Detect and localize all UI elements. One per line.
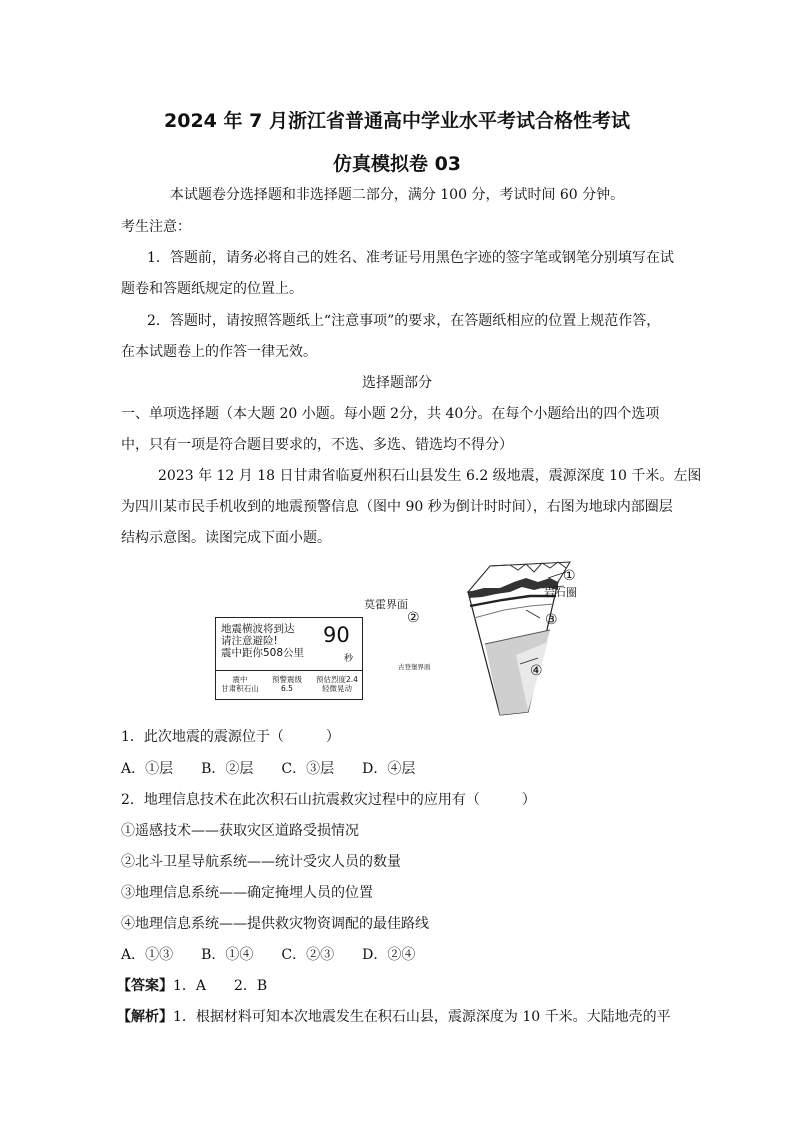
notice-heading: 考生注意： [121,219,191,235]
material-text-3: 结构示意图。读图完成下面小题。 [121,530,331,546]
alert-countdown: 90 [323,623,350,647]
alert-intensity [312,675,362,693]
alert-magnitude-value: 6.5 [281,684,293,693]
figure-area [200,560,600,725]
material-text: 2023 年 12 月 18 日甘肃省临夏州积石山县发生 6.2 级地震，震源深度 10 千米。左图 [158,468,702,484]
exam-subtitle: 仿真模拟卷 03 [332,153,462,175]
answer-line [117,977,267,995]
statement-2: ②北斗卫星导航系统——统计受灾人员的数量 [121,854,401,870]
layer-marker-3: ③ [545,612,558,628]
question-2-options: A．①③ B．①④ C．②③ D．②④ [121,947,416,963]
notice-item-1: 1．答题前，请务必将自己的姓名、准考证号用黑色字迹的签字笔或钢笔分别填写在试 [147,250,674,266]
alert-line-2: 请注意避险! [221,635,278,647]
question-1-options: A．①层 B．②层 C．③层 D．④层 [121,761,416,777]
alert-line-3: 震中距你508公里 [221,647,305,659]
layer-marker-4: ④ [530,663,543,679]
notice-item-1-cont: 题卷和答题纸规定的位置上。 [121,281,303,297]
question-2-stem: 2．地理信息技术在此次积石山抗震救灾过程中的应用有（ ） [121,792,536,808]
alert-epicenter-value: 甘肃积石山 [221,684,259,693]
statement-4: ④地理信息系统——提供救灾物资调配的最佳路线 [121,916,429,932]
analysis-text: 1．根据材料可知本次地震发生在积石山县，震源深度为 10 千米。大陆地壳的平 [173,1009,671,1025]
label-moho: 莫霍界面 [364,598,408,611]
intro-text: 本试题卷分选择题和非选择题二部分，满分 100 分，考试时间 60 分钟。 [169,187,625,203]
section-title: 选择题部分 [362,375,432,391]
alert-line-1: 地震横波将到达 [221,623,295,635]
statement-1: ①遥感技术——获取灾区道路受损情况 [121,823,359,839]
alert-magnitude-label: 预警震级 [272,675,302,684]
part1-instructions: 一、单项选择题（本大题 20 小题。每小题 2分，共 40分。在每个小题给出的四个选项 [121,406,660,422]
label-lithosphere: 岩石圈 [544,586,577,599]
alert-magnitude [264,675,310,693]
earthquake-alert-image [215,617,363,700]
alert-intensity-label: 预估烈度2.4 [316,675,358,684]
layer-marker-1: ① [563,568,576,584]
alert-countdown-unit: 秒 [344,654,354,664]
alert-divider [216,670,362,671]
question-1-stem: 1．此次地震的震源位于（ ） [121,729,340,745]
notice-item-2-cont: 在本试题卷上的作答一律无效。 [121,344,317,360]
exam-title: 2024 年 7 月浙江省普通高中学业水平考试合格性考试 [164,110,630,132]
notice-item-2: 2．答题时，请按照答题纸上“注意事项”的要求，在答题纸相应的位置上规范作答， [147,313,661,329]
alert-epicenter-label: 震中 [232,675,248,684]
alert-epicenter [218,675,262,693]
material-text-2: 为四川某市民手机收到的地震预警信息（图中 90 秒为倒计时时间），右图为地球内部圈层 [121,499,673,515]
alert-intensity-value: 轻微晃动 [322,684,352,693]
statement-3: ③地理信息系统——确定掩埋人员的位置 [121,885,373,901]
analysis-label: 【解析】 [117,1009,173,1025]
analysis-line [117,1008,671,1026]
label-gutenberg: 古登堡界面 [398,663,431,671]
answer-label: 【答案】 [117,978,173,994]
answer-text: 1．A 2．B [173,978,268,994]
part1-instructions-cont: 中，只有一项是符合题目要求的，不选、多选、错选均不得分） [121,437,513,453]
layer-marker-2: ② [407,610,420,626]
